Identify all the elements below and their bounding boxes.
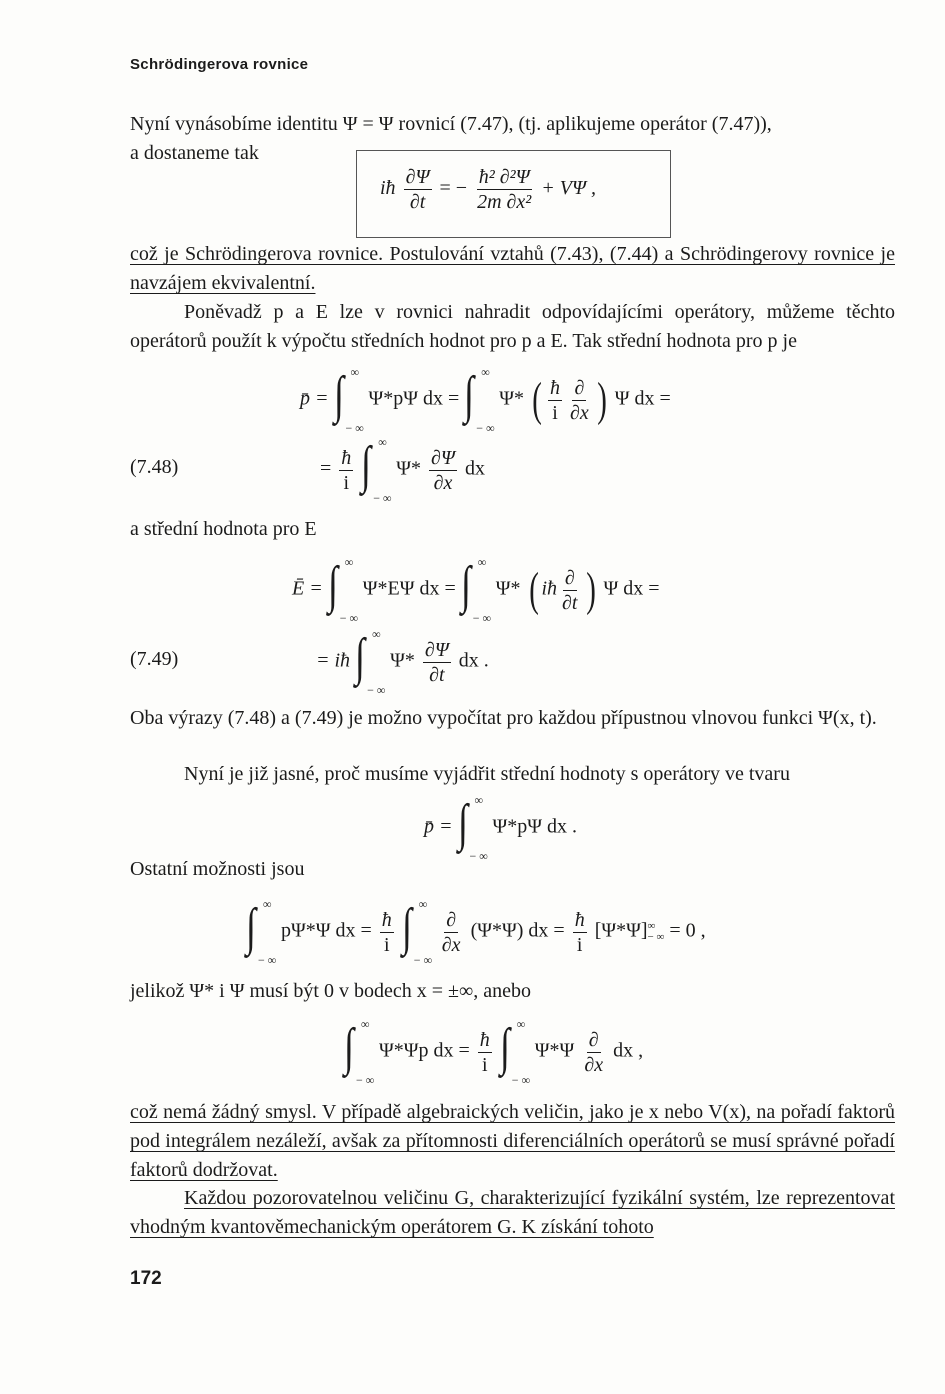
eq748-line2-deriv-den: ∂x xyxy=(433,471,453,494)
eq-last-tail: dx , xyxy=(613,1039,644,1062)
eq-other-deriv-num: ∂ xyxy=(446,908,457,931)
eq-last-frac-den: i xyxy=(482,1053,488,1076)
eq748-line2 xyxy=(320,435,485,505)
eq749-lhs: Ē = xyxy=(292,577,323,600)
eq748-number: (7.48) xyxy=(130,456,179,478)
bracket-lower: − ∞ xyxy=(647,931,665,943)
eq-other-mid: (Ψ*Ψ) dx = xyxy=(470,919,565,942)
integral-icon: ∫ ∞ − ∞ xyxy=(355,627,386,697)
eq-lhs-frac xyxy=(404,166,432,213)
integral-icon: ∫ ∞ − ∞ xyxy=(344,1017,375,1087)
integral-lower: − ∞ xyxy=(345,421,364,435)
eq-rhs-num: ħ² ∂²Ψ xyxy=(478,166,530,188)
integral-icon: ∫ ∞ − ∞ xyxy=(499,1017,531,1087)
integral-lower: − ∞ xyxy=(367,683,386,697)
paragraph-energy-mean: a střední hodnota pro E xyxy=(130,518,317,540)
integral-icon: ∫ ∞ − ∞ xyxy=(401,897,433,967)
eq748-line2-deriv-num: ∂Ψ xyxy=(431,446,455,469)
eq-other xyxy=(246,897,706,967)
eq749-line2-pre: = iħ xyxy=(316,649,351,672)
paragraph-both: Oba výrazy (7.48) a (7.49) je možno vypočítat pro každou přípustnou vlnovou funkci Ψ(x, t). xyxy=(130,707,877,729)
integral-icon: ∫ ∞ − ∞ xyxy=(457,793,488,863)
integral-lower: − ∞ xyxy=(258,953,277,967)
eq-equals: = − xyxy=(439,177,468,200)
eq748-line2-mid: Ψ* xyxy=(396,457,422,480)
intro-line-1: Nyní vynásobíme identitu Ψ = Ψ rovnicí (7.47), (tj. aplikujeme operátor (7.47)), xyxy=(130,113,772,135)
eq748-line2-frac-num: ħ xyxy=(341,446,352,469)
eq-other-frac-num: ħ xyxy=(381,908,392,931)
eq748-tail: Ψ dx = xyxy=(614,387,671,410)
left-paren-icon: ( xyxy=(528,563,539,616)
eq-other-deriv xyxy=(440,909,463,956)
eq749-deriv-num: ∂ xyxy=(564,566,575,589)
integral-lower: − ∞ xyxy=(472,611,492,625)
eq-lhs-den: ∂t xyxy=(409,191,426,213)
page-number: 172 xyxy=(130,1268,162,1289)
intro-line-2: a dostaneme tak xyxy=(130,142,259,164)
eq748-frac-num: ħ xyxy=(550,376,561,399)
eq-p-body: Ψ*pΨ dx . xyxy=(492,815,578,838)
eq749-int2-pre: Ψ* xyxy=(495,577,521,600)
eq749-line2 xyxy=(316,627,489,697)
integral-upper: ∞ xyxy=(378,435,387,449)
eq-other-int1: pΨ*Ψ dx = xyxy=(281,919,372,942)
eq-other-bracket: [Ψ*Ψ] xyxy=(594,919,648,942)
eq-p-lhs: p̄ = xyxy=(424,815,453,838)
eq748-deriv xyxy=(568,377,591,424)
paragraph-nonsense xyxy=(130,1098,895,1185)
integral-upper: ∞ xyxy=(344,555,354,569)
paragraph-observable xyxy=(130,1184,895,1242)
integral-upper: ∞ xyxy=(474,793,484,807)
eq-last-frac-num: ħ xyxy=(479,1028,490,1051)
eq748-line2-deriv xyxy=(429,447,457,494)
eq-lhs-num: ∂Ψ xyxy=(405,166,430,188)
integral-lower: − ∞ xyxy=(511,1073,531,1087)
eq-other-frac-den: i xyxy=(384,933,390,956)
eq749-coef: iħ xyxy=(541,577,558,600)
eq748-frac xyxy=(548,377,562,424)
eq748-line2-tail: dx xyxy=(465,457,485,480)
eq749-line2-deriv-den: ∂t xyxy=(429,663,445,686)
left-paren-icon: ( xyxy=(532,373,542,426)
paragraph-because: jelikož Ψ* i Ψ musí být 0 v bodech x = ±∞, anebo xyxy=(130,980,531,1002)
integral-lower: − ∞ xyxy=(339,611,359,625)
eq749-deriv-den: ∂t xyxy=(562,591,578,614)
integral-icon: ∫ ∞ − ∞ xyxy=(246,897,277,967)
integral-upper: ∞ xyxy=(418,897,428,911)
eq-other-deriv-den: ∂x xyxy=(441,933,461,956)
eq748-line2-frac xyxy=(339,447,353,494)
integral-icon: ∫ ∞ − ∞ xyxy=(460,555,492,625)
running-header: Schrödingerova rovnice xyxy=(130,56,309,73)
eq748-deriv-num: ∂ xyxy=(574,376,585,399)
eq-other-frac2-num: ħ xyxy=(574,908,585,931)
integral-upper: ∞ xyxy=(263,897,272,911)
eq748-int1: Ψ*pΨ dx = xyxy=(368,387,460,410)
integral-icon: ∫ ∞ − ∞ xyxy=(361,435,392,505)
eq749-line1 xyxy=(292,555,660,625)
paragraph-schrodinger xyxy=(130,240,895,298)
eq-other-tail: = 0 , xyxy=(669,919,706,942)
eq748-line2-pre: = xyxy=(320,457,332,480)
eq748-lhs: p̄ = xyxy=(300,387,329,410)
integral-upper: ∞ xyxy=(516,1017,526,1031)
bracket-upper: ∞ xyxy=(647,920,656,932)
integral-lower: − ∞ xyxy=(476,421,495,435)
eq-last-int1: Ψ*Ψp dx = xyxy=(379,1039,470,1062)
eq-p-mean xyxy=(424,793,578,863)
integral-lower: − ∞ xyxy=(356,1073,375,1087)
eq-other-frac xyxy=(380,909,394,956)
integral-lower: − ∞ xyxy=(373,491,392,505)
eq-last xyxy=(344,1017,644,1087)
eq749-int1: Ψ*EΨ dx = xyxy=(362,577,456,600)
eq-rhs-tail: + VΨ , xyxy=(541,177,597,200)
eq749-deriv xyxy=(560,567,579,614)
eq749-tail: Ψ dx = xyxy=(603,577,660,600)
right-paren-icon: ) xyxy=(585,563,596,616)
paragraph-now-clear: Nyní je již jasné, proč musíme vyjádřit střední hodnoty s operátory ve tvaru xyxy=(184,763,790,785)
eq-lhs-coef: iħ xyxy=(380,177,396,200)
eq749-line2-deriv-num: ∂Ψ xyxy=(424,638,449,661)
eq-other-frac2 xyxy=(573,909,587,956)
eq748-frac-den: i xyxy=(552,401,558,424)
integral-upper: ∞ xyxy=(361,1017,370,1031)
eq-last-deriv-num: ∂ xyxy=(588,1028,599,1051)
eq748-int2-pre: Ψ* xyxy=(499,387,525,410)
integral-upper: ∞ xyxy=(481,365,490,379)
eq-last-deriv xyxy=(582,1029,605,1076)
eq749-number: (7.49) xyxy=(130,648,179,670)
eq748-line2-frac-den: i xyxy=(343,471,350,494)
eq-other-frac2-den: i xyxy=(576,933,583,956)
eq-last-frac xyxy=(478,1029,492,1076)
eq749-line2-tail: dx . xyxy=(458,649,489,672)
eq748-deriv-den: ∂x xyxy=(570,401,589,424)
eq-last-deriv-den: ∂x xyxy=(584,1053,604,1076)
integral-lower: − ∞ xyxy=(469,849,488,863)
paragraph-nonsense-text: což nemá žádný smysl. V případě algebraických veličin, jako je x nebo V(x), na pořadí faktorů pod integrálem nezáleží, avšak za přítomnosti diferenciálních operátorů se musí správné pořadí faktorů dodržovat. xyxy=(130,1101,895,1181)
eq749-line2-deriv xyxy=(423,639,451,686)
integral-icon: ∫ ∞ − ∞ xyxy=(464,365,495,435)
integral-lower: − ∞ xyxy=(413,953,433,967)
eq-rhs-den: 2m ∂x² xyxy=(477,191,532,213)
bracket-limits xyxy=(648,921,665,943)
integral-upper: ∞ xyxy=(372,627,381,641)
paragraph-operators: Poněvadž p a E lze v rovnici nahradit odpovídajícími operátory, můžeme těchto operátorů použít k výpočtu středních hodnot pro p a E. Tak střední hodnota pro p je xyxy=(130,301,895,352)
eq749-line2-mid: Ψ* xyxy=(390,649,415,672)
eq-last-mid: Ψ*Ψ xyxy=(534,1039,575,1062)
integral-icon: ∫ ∞ − ∞ xyxy=(327,555,359,625)
right-paren-icon: ) xyxy=(597,373,607,426)
paragraph-other: Ostatní možnosti jsou xyxy=(130,858,305,880)
integral-icon: ∫ ∞ − ∞ xyxy=(333,365,364,435)
eq748-line1 xyxy=(300,365,671,435)
paragraph-observable-text: Každou pozorovatelnou veličinu G, charakterizující fyzikální systém, lze reprezentovat vhodným kvantověmechanickým operátorem G. K získání tohoto xyxy=(130,1187,895,1238)
eq-rhs-frac xyxy=(475,166,533,213)
integral-upper: ∞ xyxy=(477,555,487,569)
integral-upper: ∞ xyxy=(350,365,360,379)
paragraph-schrodinger-text: což je Schrödingerova rovnice. Postulování vztahů (7.43), (7.44) a Schrödingerovy rovnice je navzájem ekvivalentní. xyxy=(130,243,895,294)
schrodinger-equation xyxy=(380,166,596,213)
